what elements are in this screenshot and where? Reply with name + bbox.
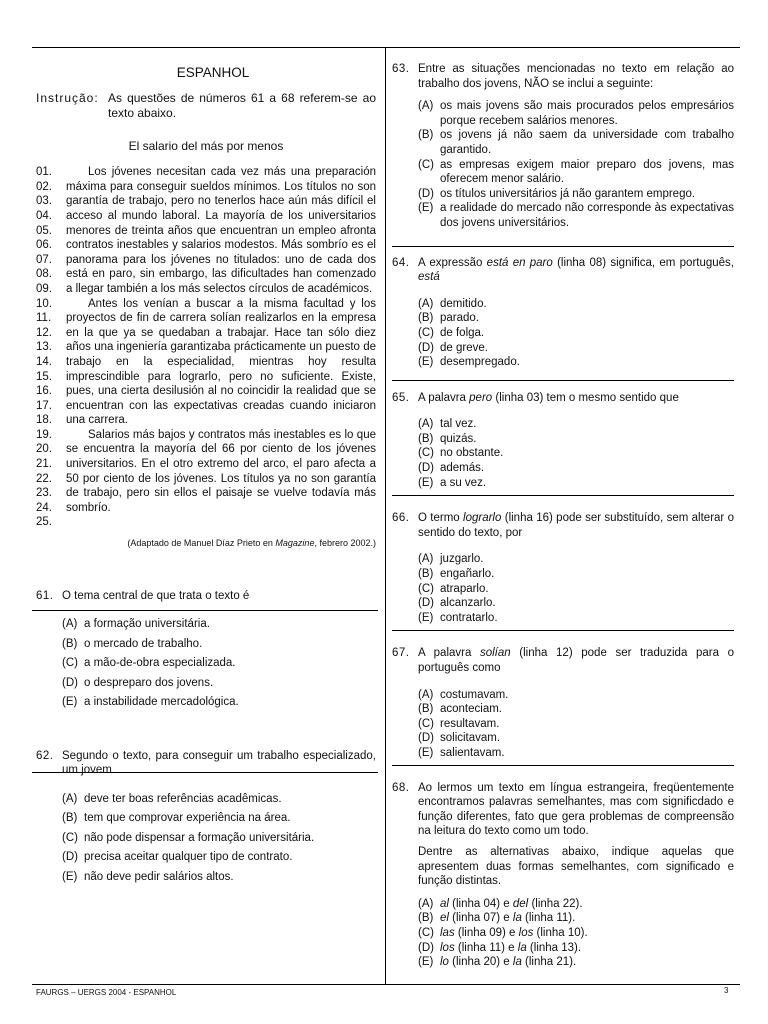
- stem-term: lograrlo: [463, 512, 502, 525]
- option-text: demitido.: [440, 297, 487, 310]
- question-stem-2: Dentre as alternativas abaixo, indique aquelas que apresentem duas formas semelhantes, com significado e função distintas.: [418, 845, 734, 888]
- option-content: [440, 926, 588, 941]
- answer-option[interactable]: [62, 635, 376, 655]
- question-stem: Entre as situações mencionadas no texto em relação ao trabalho dos jovens, NÃO se inclui a seguinte:: [418, 63, 734, 90]
- option-text: (linha 09) e: [454, 926, 519, 939]
- option-text: os títulos universitários já não garantem emprego.: [440, 187, 696, 200]
- option-text: aconteciam.: [440, 703, 503, 716]
- option-word: los: [440, 941, 455, 954]
- passage-paragraph: Antes los venían a buscar a la misma facultad y los proyectos de fin de carrera solían realizarlos en la empresa en la que ya se quedaban a trabajar. Hace tan sólo diez años una ingeniería garantizaba prácticamente un puesto de trabajo en la especialidad, mientras hoy resulta imprescindible para lograrlo, pero no suficiente. Existe, pues, una cierta desilusión al no coincidir la realidad que se encuentran con las expectativas creadas cuando iniciaron una carrera.: [66, 297, 376, 427]
- option-letter: (D): [418, 732, 434, 745]
- option-letter: (A): [418, 297, 434, 310]
- option-text: (linha 22).: [528, 897, 583, 910]
- option-list: [418, 297, 734, 370]
- answer-option[interactable]: [418, 201, 734, 230]
- option-letter: (A): [418, 100, 434, 113]
- answer-option[interactable]: [62, 848, 376, 868]
- answer-option[interactable]: [62, 615, 376, 635]
- option-text: resultavam.: [440, 717, 500, 730]
- stem-term: está: [418, 271, 440, 284]
- line-number: 02.: [36, 180, 52, 193]
- option-letter: (A): [418, 553, 434, 566]
- answer-option[interactable]: [62, 868, 376, 888]
- option-letter: (B): [418, 432, 434, 445]
- answer-option[interactable]: [418, 926, 734, 941]
- option-letter: (E): [418, 956, 434, 969]
- option-text: solicitavam.: [440, 732, 501, 745]
- question-number: 66.: [392, 512, 410, 525]
- stem-text: O termo: [418, 512, 464, 525]
- answer-option[interactable]: [418, 417, 734, 432]
- option-text: as empresas exigem maior preparo dos jovens, mas oferecem menor salário.: [440, 158, 734, 186]
- line-number: 01.: [36, 166, 52, 179]
- question-stem: [418, 256, 734, 285]
- answer-option[interactable]: [418, 355, 734, 370]
- option-text: parado.: [440, 312, 480, 325]
- answer-option[interactable]: [418, 341, 734, 356]
- line-number: 23.: [36, 487, 52, 500]
- line-number: 18.: [36, 414, 52, 427]
- option-text: não deve pedir salários altos.: [84, 870, 234, 883]
- option-letter: (C): [62, 831, 78, 844]
- option-letter: (A): [418, 688, 434, 701]
- answer-option[interactable]: [418, 731, 734, 746]
- bottom-rule: [32, 984, 740, 985]
- question-number: 67.: [392, 647, 410, 660]
- option-letter: (D): [418, 462, 434, 475]
- instruction: [36, 91, 376, 121]
- option-letter: (C): [418, 447, 434, 460]
- option-text: (linha 11) e: [454, 941, 518, 954]
- option-word: del: [512, 897, 529, 910]
- option-text: además.: [440, 462, 485, 475]
- answer-option[interactable]: [62, 829, 376, 849]
- stem-text: (linha 03) tem o mesmo sentido que: [492, 391, 679, 404]
- line-number: 22.: [36, 472, 52, 485]
- option-text: quizás.: [440, 432, 477, 445]
- source-prefix: (Adaptado de Manuel Díaz Prieto en: [127, 538, 276, 549]
- stem-text: (linha 12) pode ser traduzida para o português como: [418, 647, 734, 674]
- option-letter: (E): [418, 476, 434, 489]
- question-number: 68.: [392, 781, 410, 794]
- option-list: [418, 99, 734, 230]
- option-text: juzgarlo.: [440, 553, 484, 566]
- line-numbers: [36, 165, 66, 530]
- answer-option[interactable]: [418, 702, 734, 717]
- answer-option[interactable]: [418, 746, 734, 761]
- option-letter: (B): [418, 912, 434, 925]
- option-list: [418, 552, 734, 625]
- answer-option[interactable]: [62, 809, 376, 829]
- option-letter: (E): [62, 696, 78, 709]
- line-number: 07.: [36, 253, 52, 266]
- option-text: o mercado de trabalho.: [84, 637, 203, 650]
- line-number: 14.: [36, 355, 52, 368]
- option-letter: (C): [418, 158, 434, 171]
- question-stem: [418, 646, 734, 675]
- answer-option[interactable]: [418, 688, 734, 703]
- option-letter: (B): [418, 703, 434, 716]
- stem-term: solían: [479, 647, 511, 660]
- option-text: no obstante.: [440, 447, 504, 460]
- option-letter: (A): [418, 418, 434, 431]
- question-number: 65.: [392, 391, 410, 404]
- option-letter: (C): [418, 926, 434, 939]
- line-number: 13.: [36, 341, 52, 354]
- answer-option[interactable]: [418, 187, 734, 202]
- passage-paragraph: Los jóvenes necesitan cada vez más una preparación máxima para conseguir sueldos mínimos. Los títulos no son garantía de trabajo, pero no tenerlos hace aún más difícil el acceso al mundo laboral. La mayoría de los universitarios menores de treinta años que encuentran un empleo afronta contratos inestables y salarios modestos. Más sombrío es el panorama para los jóvenes no titulados: uno de cada dos está en paro, sin embargo, las dificultades han comenzado a llegar también a los más selectos círculos de académicos.: [66, 166, 376, 295]
- option-word: los: [518, 926, 534, 939]
- line-number: 11.: [36, 312, 52, 325]
- line-number: 10.: [36, 297, 52, 310]
- option-text: o despreparo dos jovens.: [84, 676, 214, 689]
- question-63: [392, 62, 734, 231]
- answer-option[interactable]: [418, 717, 734, 732]
- answer-option[interactable]: [418, 955, 734, 970]
- option-text: (linha 20) e: [448, 956, 513, 969]
- option-text: (linha 13).: [526, 941, 582, 954]
- question-number: 62.: [36, 749, 54, 762]
- line-number: 24.: [36, 501, 52, 514]
- option-letter: (A): [62, 792, 78, 805]
- line-number: 17.: [36, 399, 52, 412]
- option-text: costumavam.: [440, 688, 509, 701]
- answer-option[interactable]: [418, 897, 734, 912]
- option-content: [440, 911, 575, 926]
- option-word: las: [440, 926, 455, 939]
- question-stem: O tema central de que trata o texto é: [62, 589, 250, 602]
- option-text: de greve.: [440, 341, 488, 354]
- option-letter: (B): [418, 129, 434, 142]
- passage-title: El salario del más por menos: [128, 138, 284, 153]
- option-letter: (E): [418, 611, 434, 624]
- line-number: 25.: [36, 516, 52, 529]
- question-68: [392, 781, 734, 970]
- answer-option[interactable]: [418, 582, 734, 597]
- answer-option[interactable]: [418, 432, 734, 447]
- passage: [36, 165, 376, 530]
- right-column: [392, 62, 734, 970]
- question-62: [36, 749, 376, 888]
- option-text: contratarlo.: [440, 611, 498, 624]
- option-text: a instabilidade mercadológica.: [84, 696, 239, 709]
- question-64: [392, 256, 734, 370]
- option-text: deve ter boas referências acadêmicas.: [84, 792, 282, 805]
- option-list: [418, 897, 734, 970]
- answer-option[interactable]: [418, 297, 734, 312]
- question-number: 63.: [392, 63, 410, 75]
- option-letter: (B): [62, 812, 78, 825]
- answer-option[interactable]: [418, 552, 734, 567]
- option-letter: (E): [418, 202, 434, 215]
- option-text: alcanzarlo.: [440, 597, 496, 610]
- answer-option[interactable]: [62, 654, 376, 674]
- option-text: (linha 04) e: [448, 897, 513, 910]
- answer-option[interactable]: [418, 326, 734, 341]
- option-content: [440, 897, 583, 912]
- option-word: el: [440, 912, 449, 925]
- option-word: la: [512, 912, 522, 925]
- option-text: a formação universitária.: [84, 618, 210, 631]
- passage-paragraph: Salarios más bajos y contratos más inestables es lo que se encuentra la mayoría del 66 por ciento de los jóvenes universitarios. En el otro extremo del arco, el paro afecta a 50 por ciento de los jóvenes. Los títulos ya no son garantía de trabajo, pero sin ellos el paisaje se vuelve todavía más sombrío.: [66, 428, 376, 514]
- passage-source: [36, 536, 376, 551]
- option-text: (linha 11).: [521, 912, 576, 925]
- option-letter: (A): [418, 897, 434, 910]
- option-content: [440, 941, 581, 956]
- line-number: 03.: [36, 195, 52, 208]
- passage-text: [66, 165, 376, 530]
- option-letter: (E): [62, 870, 78, 883]
- option-letter: (D): [418, 341, 434, 354]
- line-number: 19.: [36, 428, 52, 441]
- instruction-label: Instrução:: [36, 90, 99, 105]
- question-67: [392, 646, 734, 760]
- answer-option[interactable]: [418, 911, 734, 926]
- option-letter: (D): [62, 676, 78, 689]
- top-rule: [32, 47, 740, 48]
- option-text: de folga.: [440, 326, 485, 339]
- question-61: [36, 589, 376, 713]
- option-text: a mão-de-obra especializada.: [84, 657, 236, 670]
- line-number: 21.: [36, 458, 52, 471]
- option-letter: (C): [418, 326, 434, 339]
- option-text: tal vez.: [440, 418, 477, 431]
- option-letter: (D): [62, 851, 78, 864]
- option-letter: (E): [418, 356, 434, 369]
- stem-term: pero: [469, 391, 493, 404]
- answer-option[interactable]: [418, 158, 734, 187]
- option-text: (linha 10).: [533, 926, 588, 939]
- answer-option[interactable]: [418, 311, 734, 326]
- option-text: não pode dispensar a formação universitária.: [84, 831, 315, 844]
- stem-text: A palavra: [418, 647, 480, 660]
- line-number: 15.: [36, 370, 52, 383]
- option-letter: (D): [418, 941, 434, 954]
- option-list: [418, 417, 734, 490]
- option-letter: (B): [418, 568, 434, 581]
- stem-text: (linha 16) pode ser substituído, sem alterar o sentido do texto, por: [418, 512, 734, 539]
- footer-text: FAURGS – UERGS 2004 - ESPANHOL: [36, 988, 177, 997]
- option-text: tem que comprovar experiência na área.: [84, 812, 291, 825]
- option-list: [62, 615, 376, 713]
- line-number: 12.: [36, 326, 52, 339]
- stem-text: A expressão: [418, 256, 487, 269]
- option-word: la: [512, 956, 522, 969]
- column-divider: [385, 48, 386, 984]
- stem-term: está en paro: [486, 256, 553, 269]
- option-text: (linha 07) e: [448, 912, 513, 925]
- option-word: lo: [440, 956, 449, 969]
- option-letter: (D): [418, 597, 434, 610]
- line-number: 20.: [36, 443, 52, 456]
- source-magazine: Magazine: [275, 538, 315, 549]
- option-letter: (D): [418, 187, 434, 200]
- page-title: ESPANHOL: [176, 65, 250, 80]
- option-text: a su vez.: [440, 476, 487, 489]
- page-number: 3: [724, 986, 729, 995]
- line-number: 06.: [36, 239, 52, 252]
- question-number: 64.: [392, 256, 410, 269]
- option-content: [440, 955, 576, 970]
- option-text: engañarlo.: [440, 568, 495, 581]
- question-stem: Segundo o texto, para conseguir um trabalho especializado, um jovem: [62, 749, 376, 777]
- option-letter: (C): [62, 657, 78, 670]
- line-number: 08.: [36, 268, 52, 281]
- stem-text: (linha 08) significa, em português,: [552, 256, 735, 269]
- question-66: [392, 511, 734, 625]
- source-suffix: , febrero 2002.): [314, 538, 376, 549]
- option-letter: (E): [418, 746, 434, 759]
- question-stem: Ao lermos um texto em língua estrangeira, freqüentemente encontramos palavras semelhantes, mas com significdado e função diferentes, fato que gera problemas de compreensão na leitura do texto como um todo.: [418, 781, 734, 838]
- answer-option[interactable]: [418, 99, 734, 128]
- line-number: 04.: [36, 209, 52, 222]
- question-stem: [418, 391, 734, 406]
- option-text: os jovens já não saem da universidade com trabalho garantido.: [440, 129, 734, 156]
- question-number: 61.: [36, 589, 54, 602]
- option-word: al: [440, 897, 449, 910]
- option-text: desempregado.: [440, 356, 520, 369]
- option-text: (linha 21).: [521, 956, 577, 969]
- answer-option[interactable]: [62, 693, 376, 713]
- option-letter: (C): [418, 582, 434, 595]
- line-number: 16.: [36, 385, 52, 398]
- option-text: atraparlo.: [440, 582, 489, 595]
- answer-option[interactable]: [418, 461, 734, 476]
- option-list: [418, 688, 734, 761]
- answer-option[interactable]: [62, 674, 376, 694]
- answer-option[interactable]: [418, 611, 734, 626]
- answer-option[interactable]: [418, 567, 734, 582]
- question-stem: [418, 511, 734, 540]
- answer-option[interactable]: [62, 790, 376, 810]
- left-column: [36, 62, 376, 887]
- answer-option[interactable]: [418, 446, 734, 461]
- option-text: os mais jovens são mais procurados pelos empresários porque recebem salários menores.: [440, 100, 734, 127]
- answer-option[interactable]: [418, 128, 734, 157]
- option-text: a realidade do mercado não corresponde às expectativas dos jovens universitários.: [440, 202, 734, 229]
- stem-text: A palavra: [418, 391, 470, 404]
- line-number: 05.: [36, 224, 52, 237]
- answer-option[interactable]: [418, 476, 734, 491]
- question-65: [392, 391, 734, 491]
- line-number: 09.: [36, 282, 52, 295]
- option-text: salientavam.: [440, 746, 505, 759]
- option-letter: (B): [418, 312, 434, 325]
- answer-option[interactable]: [418, 596, 734, 611]
- option-letter: (B): [62, 637, 78, 650]
- option-word: la: [517, 941, 527, 954]
- option-letter: (A): [62, 618, 78, 631]
- instruction-text: As questões de números 61 a 68 referem-se ao texto abaixo.: [108, 90, 376, 120]
- option-letter: (C): [418, 717, 434, 730]
- option-list: [62, 790, 376, 888]
- option-text: precisa aceitar qualquer tipo de contrato.: [84, 851, 293, 864]
- answer-option[interactable]: [418, 941, 734, 956]
